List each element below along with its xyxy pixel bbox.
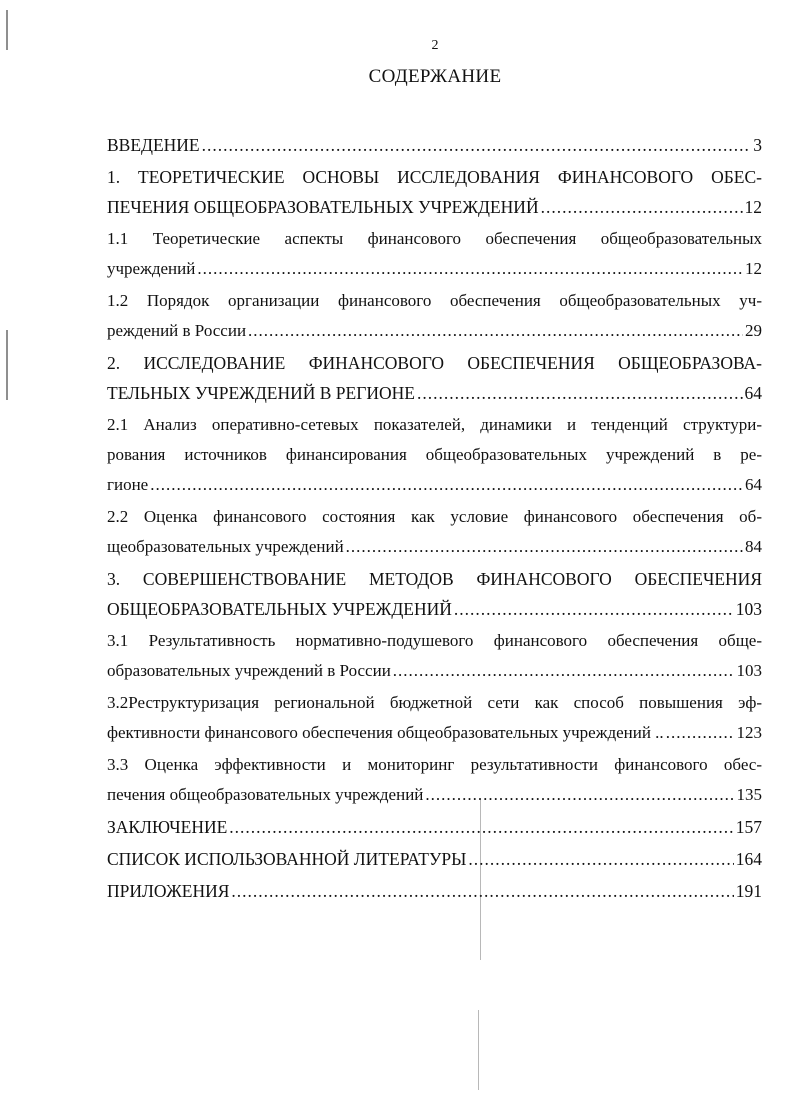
toc-leader-dots [454, 594, 734, 624]
toc-entry-title: ПРИЛОЖЕНИЯ [107, 881, 230, 901]
toc-entry-last-line [107, 812, 762, 842]
toc-entry [107, 162, 762, 222]
toc-entry-last-line [107, 470, 762, 500]
toc-entry-title: фективности финансового обеспечения общеобразовательных учреждений .. [107, 723, 664, 742]
toc-leader-dots [231, 876, 733, 906]
toc-page-number: 103 [736, 661, 762, 680]
toc-page-number: 103 [735, 599, 762, 619]
toc-leader-dots [666, 718, 735, 748]
toc-entry [107, 410, 762, 500]
toc-entry-lines [107, 626, 762, 656]
toc-entry-title: печения общеобразовательных учреждений [107, 785, 424, 804]
toc-entry [107, 348, 762, 408]
scan-noise [6, 330, 8, 400]
toc-leader-dots [197, 254, 743, 284]
toc-entry-line: 1.2 Порядок организации финансового обеспечения общеобразовательных уч- [107, 291, 762, 310]
page-title: СОДЕРЖАНИЕ [368, 66, 502, 87]
toc-entry-last-line [107, 378, 762, 408]
toc-entry-line: рования источников финансирования общеобразовательных учреждений в ре- [107, 445, 762, 464]
toc-entry [107, 286, 762, 346]
toc-page-number: 123 [736, 723, 762, 742]
toc-leader-dots [202, 130, 752, 160]
toc-page-number: 64 [745, 475, 762, 494]
toc-page-number: 135 [736, 785, 762, 804]
toc-entry-title: гионе [107, 475, 149, 494]
toc-page-number: 12 [745, 259, 762, 278]
toc-entry-lines [107, 348, 762, 378]
toc-entry [107, 812, 762, 842]
toc-entry-title: ОБЩЕОБРАЗОВАТЕЛЬНЫХ УЧРЕЖДЕНИЙ [107, 599, 452, 619]
toc-entry-last-line [107, 656, 762, 686]
toc-entry-lines [107, 224, 762, 254]
toc-entry-lines [107, 688, 762, 718]
toc-entry [107, 626, 762, 686]
toc-leader-dots [248, 316, 743, 346]
toc-entry-title: ПЕЧЕНИЯ ОБЩЕОБРАЗОВАТЕЛЬНЫХ УЧРЕЖДЕНИЙ [107, 197, 539, 217]
toc-entry-last-line [107, 316, 762, 346]
toc-entry-line: 2.2 Оценка финансового состояния как условие финансового обеспечения об- [107, 507, 762, 526]
toc-entry [107, 876, 762, 906]
toc-entry [107, 844, 762, 874]
toc-entry-last-line [107, 780, 762, 810]
toc-entry-lines [107, 410, 762, 470]
toc-page-number: 29 [745, 321, 762, 340]
toc-entry-line: 2. ИССЛЕДОВАНИЕ ФИНАНСОВОГО ОБЕСПЕЧЕНИЯ ОБЩЕОБРАЗОВА- [107, 353, 762, 373]
toc-page-number: 191 [735, 881, 762, 901]
toc-entry-lines [107, 286, 762, 316]
toc-page-number: 12 [744, 197, 762, 217]
toc-leader-dots [346, 532, 743, 562]
scan-noise [478, 1010, 479, 1090]
toc-entry-title: реждений в России [107, 321, 247, 340]
toc-entry-line: 3.3 Оценка эффективности и мониторинг результативности финансового обес- [107, 755, 762, 774]
toc-leader-dots [393, 656, 735, 686]
toc-entry-title: ТЕЛЬНЫХ УЧРЕЖДЕНИЙ В РЕГИОНЕ [107, 383, 415, 403]
toc-entry-lines [107, 564, 762, 594]
toc-leader-dots [425, 780, 734, 810]
scan-noise [6, 10, 8, 50]
toc-entry-line: 3. СОВЕРШЕНСТВОВАНИЕ МЕТОДОВ ФИНАНСОВОГО ОБЕСПЕЧЕНИЯ [107, 569, 762, 589]
toc-leader-dots [468, 844, 733, 874]
toc-entry [107, 688, 762, 748]
toc-leader-dots [541, 192, 743, 222]
toc-entry-last-line [107, 130, 762, 160]
toc-leader-dots [229, 812, 733, 842]
toc-page-number: 157 [735, 817, 762, 837]
toc-leader-dots [150, 470, 743, 500]
toc-entry [107, 750, 762, 810]
toc-entry-title: образовательных учреждений в России [107, 661, 391, 680]
toc-entry-title: учреждений [107, 259, 196, 278]
toc-entry-title: ЗАКЛЮЧЕНИЕ [107, 817, 228, 837]
toc-entry-lines [107, 502, 762, 532]
toc-entry-line: 2.1 Анализ оперативно-сетевых показателей, динамики и тенденций структури- [107, 415, 762, 434]
toc-entry-lines [107, 750, 762, 780]
page-number: 2 [431, 38, 439, 53]
toc-page-number: 64 [744, 383, 762, 403]
toc-entry-title: СПИСОК ИСПОЛЬЗОВАННОЙ ЛИТЕРАТУРЫ [107, 849, 467, 869]
toc-entry-lines [107, 162, 762, 192]
toc-entry-last-line [107, 876, 762, 906]
toc-entry-last-line [107, 192, 762, 222]
toc-entry [107, 224, 762, 284]
toc-entry-line: 1.1 Теоретические аспекты финансового обеспечения общеобразовательных [107, 229, 762, 248]
table-of-contents [107, 130, 762, 908]
toc-entry [107, 502, 762, 562]
toc-entry [107, 130, 762, 160]
toc-entry-line: 1. ТЕОРЕТИЧЕСКИЕ ОСНОВЫ ИССЛЕДОВАНИЯ ФИНАНСОВОГО ОБЕС- [107, 167, 762, 187]
toc-entry-title: щеобразовательных учреждений [107, 537, 344, 556]
toc-entry-last-line [107, 532, 762, 562]
toc-entry-last-line [107, 594, 762, 624]
toc-entry-last-line [107, 254, 762, 284]
toc-leader-dots [417, 378, 743, 408]
toc-page-number: 3 [753, 135, 762, 155]
toc-entry-title: ВВЕДЕНИЕ [107, 135, 200, 155]
scan-noise [480, 800, 481, 960]
toc-page-number: 164 [735, 849, 762, 869]
toc-entry [107, 564, 762, 624]
toc-entry-line: 3.2Реструктуризация региональной бюджетной сети как способ повышения эф- [107, 693, 762, 712]
toc-page-number: 84 [745, 537, 762, 556]
toc-entry-last-line [107, 718, 762, 748]
toc-entry-last-line [107, 844, 762, 874]
toc-entry-line: 3.1 Результативность нормативно-подушевого финансового обеспечения обще- [107, 631, 762, 650]
